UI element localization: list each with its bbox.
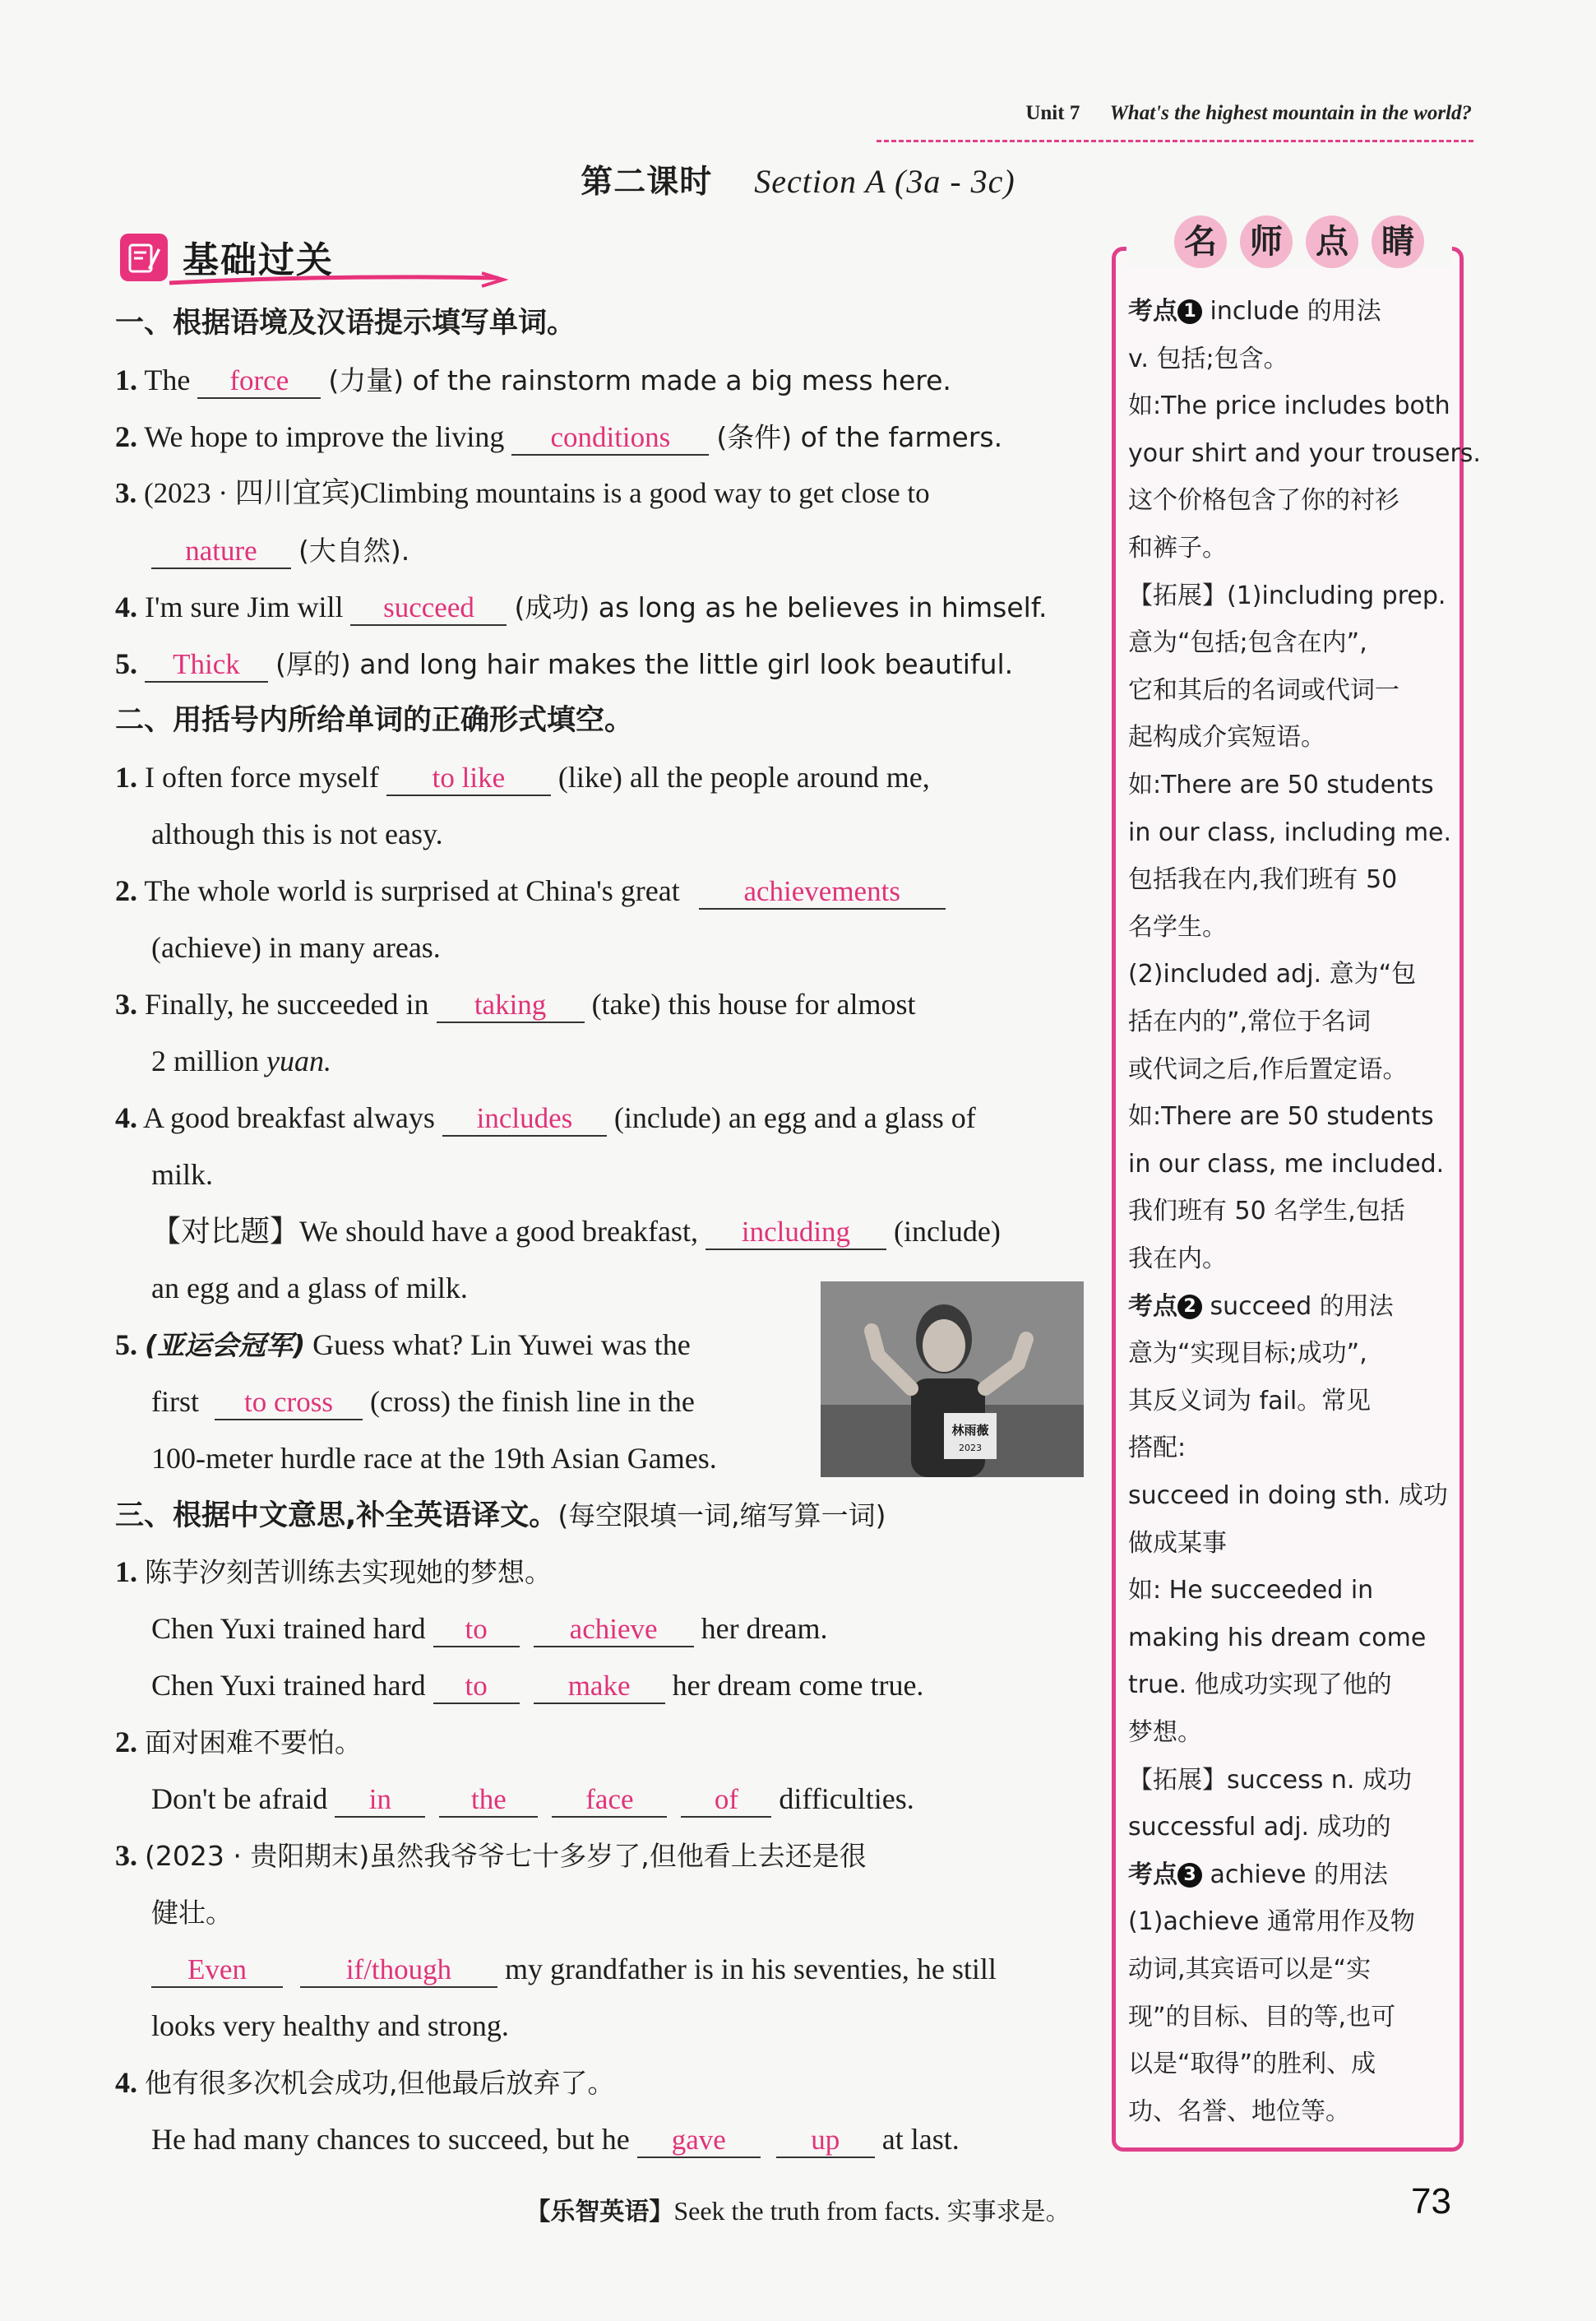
tip-text: 名学生。	[1128, 912, 1227, 942]
tip-text: 如:There are 50 students	[1128, 771, 1434, 799]
tip-text: 我在内。	[1128, 1244, 1227, 1273]
p2-q4-cont: milk.	[151, 1158, 214, 1191]
tip-line	[1128, 1046, 1408, 1094]
tip-line	[1128, 714, 1325, 762]
p3-q2: 2. 面对困难不要怕。	[115, 1726, 362, 1758]
unit-label: Unit 7	[1025, 102, 1080, 124]
pencil-book-icon	[120, 234, 168, 281]
tip-line	[1128, 809, 1451, 857]
page-footer	[0, 2191, 1596, 2227]
p1-q3: 3. (2023 · 四川宜宾)Climbing mountains is a good way to get close to	[115, 477, 930, 509]
part1-heading: 一、根据语境及汉语提示填写单词。	[115, 307, 576, 340]
key-point-label: 考点	[1128, 1860, 1177, 1889]
tip-line	[1128, 1235, 1227, 1283]
tip-text: 搭配:	[1128, 1434, 1187, 1463]
answer-blank[interactable]: make	[534, 1670, 665, 1704]
tip-text: 和裤子。	[1128, 534, 1227, 563]
tip-line	[1128, 904, 1227, 952]
answer-blank[interactable]: the	[439, 1783, 538, 1818]
p2-q5: 5. (亚运会冠军) Guess what? Lin Yuwei was the	[115, 1328, 691, 1361]
tip-line	[1128, 667, 1399, 715]
tip-line	[1128, 1757, 1412, 1804]
answer-blank[interactable]: Thick	[145, 648, 268, 683]
p2-q1-cont: although this is not easy.	[151, 818, 443, 850]
key-point-label: 考点	[1128, 1291, 1177, 1321]
title-char: 点	[1306, 215, 1358, 268]
bib-year: 2023	[959, 1443, 982, 1453]
tip-line	[1128, 1425, 1186, 1472]
tip-text: successful adj. 成功的	[1128, 1813, 1391, 1842]
banner-label: 基础过关	[183, 239, 334, 281]
p1-q1: 1. The force (力量) of the rainstorm made a big mess here.	[115, 360, 951, 400]
footer-brand: 【乐智英语】	[525, 2198, 674, 2226]
unit-question: What's the highest mountain in the world?	[1109, 102, 1472, 124]
tip-text: 起构成介宾短语。	[1128, 723, 1325, 753]
p2-q3: 3. Finally, he succeeded in taking (take) this house for almost	[115, 984, 915, 1024]
tip-text: 括在内的”,常位于名词	[1128, 1008, 1372, 1036]
p3-q4-a: He had many chances to succeed, but he gave up at last.	[151, 2119, 960, 2159]
tip-line	[1128, 1994, 1395, 2041]
tip-line	[1128, 1141, 1444, 1188]
answer-blank[interactable]: succeed	[350, 591, 507, 626]
tip-text: 我们班有 50 名学生,包括	[1128, 1197, 1405, 1226]
tip-line	[1128, 1615, 1426, 1662]
tip-line	[1128, 1520, 1227, 1568]
tip-line	[1128, 477, 1399, 525]
answer-blank[interactable]: including	[705, 1216, 886, 1250]
answer-blank[interactable]: up	[776, 2124, 875, 2158]
tip-text: 意为“实现目标;成功”,	[1128, 1339, 1367, 1369]
bib-name: 林雨薇	[951, 1423, 989, 1438]
answer-blank[interactable]: achieve	[534, 1613, 694, 1647]
answer-blank[interactable]: if/though	[300, 1953, 497, 1988]
p2-q5-cont2: 100-meter hurdle race at the 19th Asian Games.	[151, 1442, 717, 1475]
p2-q4-compare: 【对比题】We should have a good breakfast, including (include)	[151, 1211, 1001, 1251]
p3-q2-a: Don't be afraid in the face of difficulties.	[151, 1779, 914, 1818]
running-header	[904, 102, 1472, 125]
tip-text: (1)achieve 通常用作及物	[1128, 1907, 1415, 1937]
tip-line	[1128, 1804, 1391, 1851]
p2-q3-cont: 2 million yuan.	[151, 1045, 331, 1077]
tip-line	[1128, 430, 1481, 478]
answer-blank[interactable]: to	[433, 1670, 520, 1704]
answer-blank[interactable]: in	[335, 1783, 425, 1818]
tip-text: 以是“取得”的胜利、成	[1128, 2050, 1376, 2079]
p3-q1-a: Chen Yuxi trained hard to achieve her dream.	[151, 1609, 828, 1648]
tip-line	[1128, 1567, 1373, 1615]
tip-text: in our class, including me.	[1128, 818, 1452, 847]
tip-text: 它和其后的名词或代词一	[1128, 675, 1399, 705]
page-number: 73	[1411, 2181, 1451, 2221]
p3-q4: 4. 他有很多次机会成功,但他最后放弃了。	[115, 2066, 615, 2099]
answer-blank[interactable]: includes	[442, 1102, 607, 1137]
answer-blank[interactable]: of	[681, 1783, 771, 1818]
tip-text: include 的用法	[1202, 297, 1381, 326]
header-divider	[877, 140, 1473, 142]
tip-text: 意为“包括;包含在内”,	[1128, 628, 1367, 658]
tip-line	[1128, 288, 1381, 336]
p2-q2-cont: (achieve) in many areas.	[151, 931, 441, 964]
tip-line	[1128, 525, 1227, 572]
athlete-photo	[821, 1281, 1084, 1477]
p3-q1-b: Chen Yuxi trained hard to make her dream come true.	[151, 1665, 923, 1705]
title-char: 师	[1240, 215, 1293, 268]
p2-q4-compare-cont: an egg and a glass of milk.	[151, 1272, 468, 1304]
title-char: 睛	[1372, 215, 1424, 268]
p1-q3-cont: nature (大自然).	[151, 530, 409, 570]
tip-line	[1128, 382, 1450, 430]
tip-line	[1128, 856, 1397, 904]
p1-q2: 2. We hope to improve the living conditions (条件) of the farmers.	[115, 417, 1002, 456]
answer-blank[interactable]: conditions	[511, 421, 709, 456]
tip-text: 功、名誉、地位等。	[1128, 2096, 1350, 2126]
answer-blank[interactable]: taking	[437, 989, 585, 1023]
answer-blank[interactable]: achievements	[699, 875, 946, 910]
tip-text: (2)included adj. 意为“包	[1128, 960, 1417, 989]
lesson-section: Section A (3a - 3c)	[754, 163, 1015, 200]
footer-motto: Seek the truth from facts.	[673, 2196, 941, 2226]
tip-line	[1128, 1188, 1405, 1235]
footer-motto-zh: 实事求是。	[946, 2198, 1071, 2226]
banner-underline	[169, 271, 508, 288]
tip-text: 动词,其宾语可以是“实	[1128, 1955, 1372, 1984]
section-banner	[120, 227, 391, 288]
p3-q3-a: Even if/though my grandfather is in his seventies, he still	[151, 1949, 997, 1989]
tip-line	[1128, 336, 1288, 383]
p1-q4: 4. I'm sure Jim will succeed (成功) as long as he believes in himself.	[115, 587, 1048, 627]
tip-text: 包括我在内,我们班有 50	[1128, 865, 1398, 895]
answer-blank[interactable]: Even	[151, 1953, 283, 1988]
tip-line	[1128, 1093, 1434, 1141]
answer-blank[interactable]: to like	[386, 762, 551, 796]
answer-blank[interactable]: face	[552, 1783, 667, 1818]
tip-text: 做成某事	[1128, 1528, 1227, 1558]
tip-text: 或代词之后,作后置定语。	[1128, 1054, 1408, 1084]
tip-text: succeed in doing sth. 成功	[1128, 1481, 1448, 1510]
lesson-title	[0, 156, 1596, 202]
tip-line	[1128, 1709, 1202, 1757]
tip-line	[1128, 572, 1446, 620]
p2-q4: 4. A good breakfast always includes (include) an egg and a glass of	[115, 1098, 976, 1137]
p2-q2: 2. The whole world is surprised at China's great achievements	[115, 871, 946, 910]
p2-q5-cont: first to cross (cross) the finish line in the	[151, 1382, 695, 1421]
tip-text: 梦想。	[1128, 1718, 1202, 1747]
answer-blank[interactable]: nature	[151, 535, 291, 569]
tip-line	[1128, 2041, 1376, 2088]
tip-line	[1128, 1378, 1371, 1425]
tip-line	[1128, 1661, 1392, 1709]
answer-blank[interactable]: force	[197, 364, 321, 399]
title-char: 名	[1174, 215, 1227, 268]
tip-text: true. 他成功实现了他的	[1128, 1670, 1392, 1700]
tip-line	[1128, 1472, 1448, 1520]
key-point-label: 考点	[1128, 297, 1177, 326]
tip-line	[1128, 619, 1367, 667]
tip-text: v. 包括;包含。	[1128, 344, 1288, 373]
p2-q1: 1. I often force myself to like (like) all the people around me,	[115, 757, 930, 797]
key-point-number: 3	[1177, 1863, 1202, 1888]
tip-text: 【拓展】success n. 成功	[1128, 1765, 1412, 1795]
tip-text: 【拓展】(1)including prep.	[1128, 581, 1446, 610]
tip-line	[1128, 1330, 1367, 1378]
answer-blank[interactable]: gave	[637, 2124, 761, 2158]
p3-q3-b: looks very healthy and strong.	[151, 2009, 509, 2042]
key-point-number: 2	[1177, 1295, 1202, 1319]
p3-q3: 3. (2023 · 贵阳期末)虽然我爷爷七十多岁了,但他看上去还是很	[115, 1839, 867, 1872]
tip-text: 现”的目标、目的等,也可	[1128, 2002, 1396, 2031]
part2-heading: 二、用括号内所给单词的正确形式填空。	[115, 704, 634, 737]
teacher-tips-title	[1126, 215, 1452, 268]
answer-blank[interactable]: to	[433, 1613, 520, 1647]
tip-line	[1128, 951, 1416, 998]
tip-line	[1128, 1283, 1394, 1331]
tip-line	[1128, 1851, 1388, 1899]
tip-text: 其反义词为 fail。常见	[1128, 1386, 1372, 1415]
tip-text: making his dream come	[1128, 1623, 1427, 1652]
tip-text: 如: He succeeded in	[1128, 1576, 1374, 1605]
tip-text: achieve 的用法	[1202, 1860, 1388, 1889]
part3-heading: 三、根据中文意思,补全英语译文。(每空限填一词,缩写算一词)	[115, 1499, 886, 1532]
p3-q1: 1. 陈芋汐刻苦训练去实现她的梦想。	[115, 1555, 552, 1588]
tip-text: your shirt and your trousers.	[1128, 438, 1481, 468]
tip-text: in our class, me included.	[1128, 1149, 1445, 1179]
tip-text: 如:There are 50 students	[1128, 1102, 1434, 1132]
answer-blank[interactable]: to cross	[215, 1386, 363, 1420]
tip-line	[1128, 1946, 1371, 1994]
p1-q5: 5. Thick (厚的) and long hair makes the little girl look beautiful.	[115, 644, 1013, 683]
tip-text: succeed 的用法	[1202, 1291, 1394, 1321]
tip-line	[1128, 762, 1434, 809]
tip-text: 这个价格包含了你的衬衫	[1128, 486, 1399, 516]
tip-line	[1128, 1898, 1415, 1946]
key-point-number: 1	[1177, 299, 1202, 324]
tip-text: 如:The price includes both	[1128, 391, 1450, 421]
tip-line	[1128, 2088, 1350, 2136]
p3-q3-zh2: 健壮。	[151, 1897, 233, 1929]
lesson-title-zh: 第二课时	[581, 164, 713, 201]
tip-line	[1128, 998, 1371, 1046]
